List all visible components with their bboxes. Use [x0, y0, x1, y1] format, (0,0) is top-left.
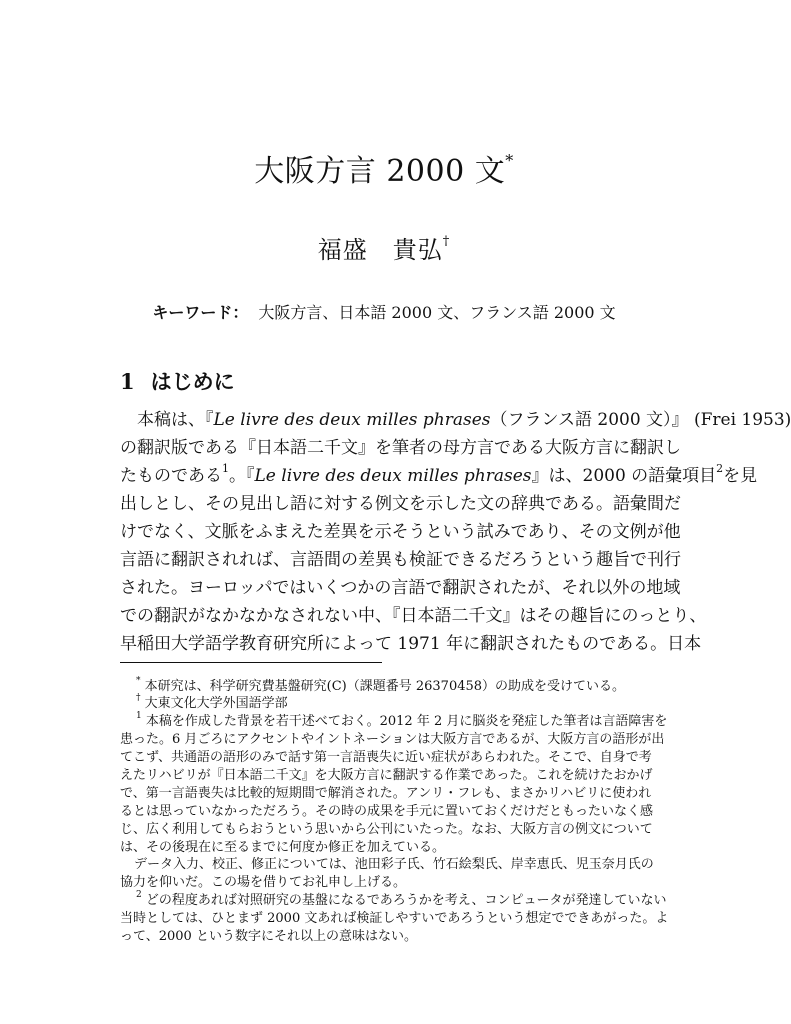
book-title-italic: Le livre des deux milles phrases	[254, 466, 532, 486]
footnote-mark: 1	[136, 710, 142, 721]
keywords-label: キーワード：	[152, 303, 249, 322]
body-text: 』は、2000 の語彙項目	[531, 466, 717, 486]
footnote-ref-2[interactable]: 2	[716, 462, 724, 476]
body-text: （フランス語 2000 文）』 (Frei 1953)	[490, 410, 791, 430]
footnote-dagger	[120, 692, 712, 711]
author-footnote-mark: †	[442, 234, 451, 249]
section-number: 1	[120, 369, 135, 394]
body-text: を見	[723, 466, 758, 486]
footnote-text: 本稿を作成した背景を若干述べておく。2012 年 2 月に脳炎を発症した筆者は言語障害を	[145, 714, 668, 729]
footnote-ref-1[interactable]: 1	[222, 462, 229, 476]
body-line-6: 言語に翻訳されれば、言語間の差異も検証できるだろうという趣旨で刊行	[120, 550, 681, 570]
footnote-text: 本研究は、科学研究費基盤研究(C)（課題番号 26370458）の助成を受けている。	[144, 679, 626, 694]
footnote-1-line: じ、広く利用してもらおうという思いから公刊にいたった。なお、大阪方言の例文について	[120, 822, 653, 837]
keywords-line	[0, 300, 768, 323]
body-line-3	[120, 461, 758, 486]
paper-title	[0, 146, 768, 190]
body-line-8: での翻訳がなかなかなされない中、『日本語二千文』はその趣旨にのっとり、	[120, 606, 707, 626]
footnote-2	[120, 889, 712, 908]
body-text: 本稿は、『	[137, 410, 214, 430]
footnote-1	[120, 710, 712, 729]
body-text: 。『	[229, 466, 255, 486]
author-line	[0, 230, 768, 265]
footnote-rule	[120, 662, 382, 663]
author-name: 福盛 貴弘	[317, 236, 443, 264]
section-heading	[120, 366, 235, 396]
footnote-text: 大東文化大学外国語学部	[144, 696, 288, 711]
body-line-4: 出しとし、その見出し語に対する例文を示した文の辞典である。語彙間だ	[120, 494, 681, 514]
body-line-7: された。ヨーロッパではいくつかの言語で翻訳されたが、それ以外の地域	[120, 578, 681, 598]
body-line-9: 早稲田大学語学教育研究所によって 1971 年に翻訳されたものである。日本	[120, 634, 702, 654]
footnote-2-line: 当時としては、ひとまず 2000 文あれば検証しやすいであろうという想定でできあがった。よ	[120, 911, 669, 926]
footnote-1-line: は、その後現在に至るまでに何度か修正を加えている。	[120, 840, 446, 855]
footnote-mark: 2	[136, 889, 142, 900]
keywords-value: 大阪方言、日本語 2000 文、フランス語 2000 文	[258, 303, 616, 322]
body-line-1	[120, 405, 791, 430]
footnote-1-line: るとは思っていなかっただろう。その時の成果を手元に置いておくだけだともったいなく感	[120, 804, 654, 819]
book-title-italic: Le livre des deux milles phrases	[213, 410, 491, 430]
footnote-mark: *	[136, 675, 141, 686]
footnote-1-line: えたリハビリが『日本語二千文』を大阪方言に翻訳する作業であった。これを続けたおかげ	[120, 768, 653, 783]
footnote-1-line: 協力を仰いだ。この場を借りてお礼申し上げる。	[120, 875, 407, 890]
body-line-2: の翻訳版である『日本語二千文』を筆者の母方言である大阪方言に翻訳し	[120, 438, 681, 458]
section-title: はじめに	[150, 370, 235, 394]
footnote-1-line: で、第一言語喪失は比較的短期間で解消された。アンリ・フレも、まさかリハビリに使われ	[120, 786, 652, 801]
footnote-text: どの程度あれば対照研究の基盤になるであろうかを考え、コンピュータが発達していない	[145, 893, 667, 908]
footnote-2-line: って、2000 という数字にそれ以上の意味はない。	[120, 929, 417, 944]
footnote-mark: †	[136, 692, 141, 703]
footnote-1-line: データ入力、校正、修正については、池田彩子氏、竹石絵梨氏、岸幸恵氏、児玉奈月氏の	[134, 857, 654, 872]
footnote-1-line: てこず、共通語の語形のみで話す第一言語喪失に近い症状があらわれた。そこで、自身で考	[120, 750, 652, 765]
title-footnote-mark: *	[505, 151, 514, 170]
footnote-1-line: 患った。6 月ごろにアクセントやイントネーションは大阪方言であるが、大阪方言の語形が出	[120, 732, 665, 747]
body-text: たものである	[120, 466, 222, 486]
body-line-5: けでなく、文脈をふまえた差異を示そうという試みであり、その文例が他	[120, 522, 681, 542]
title-text: 大阪方言 2000 文	[254, 154, 506, 189]
